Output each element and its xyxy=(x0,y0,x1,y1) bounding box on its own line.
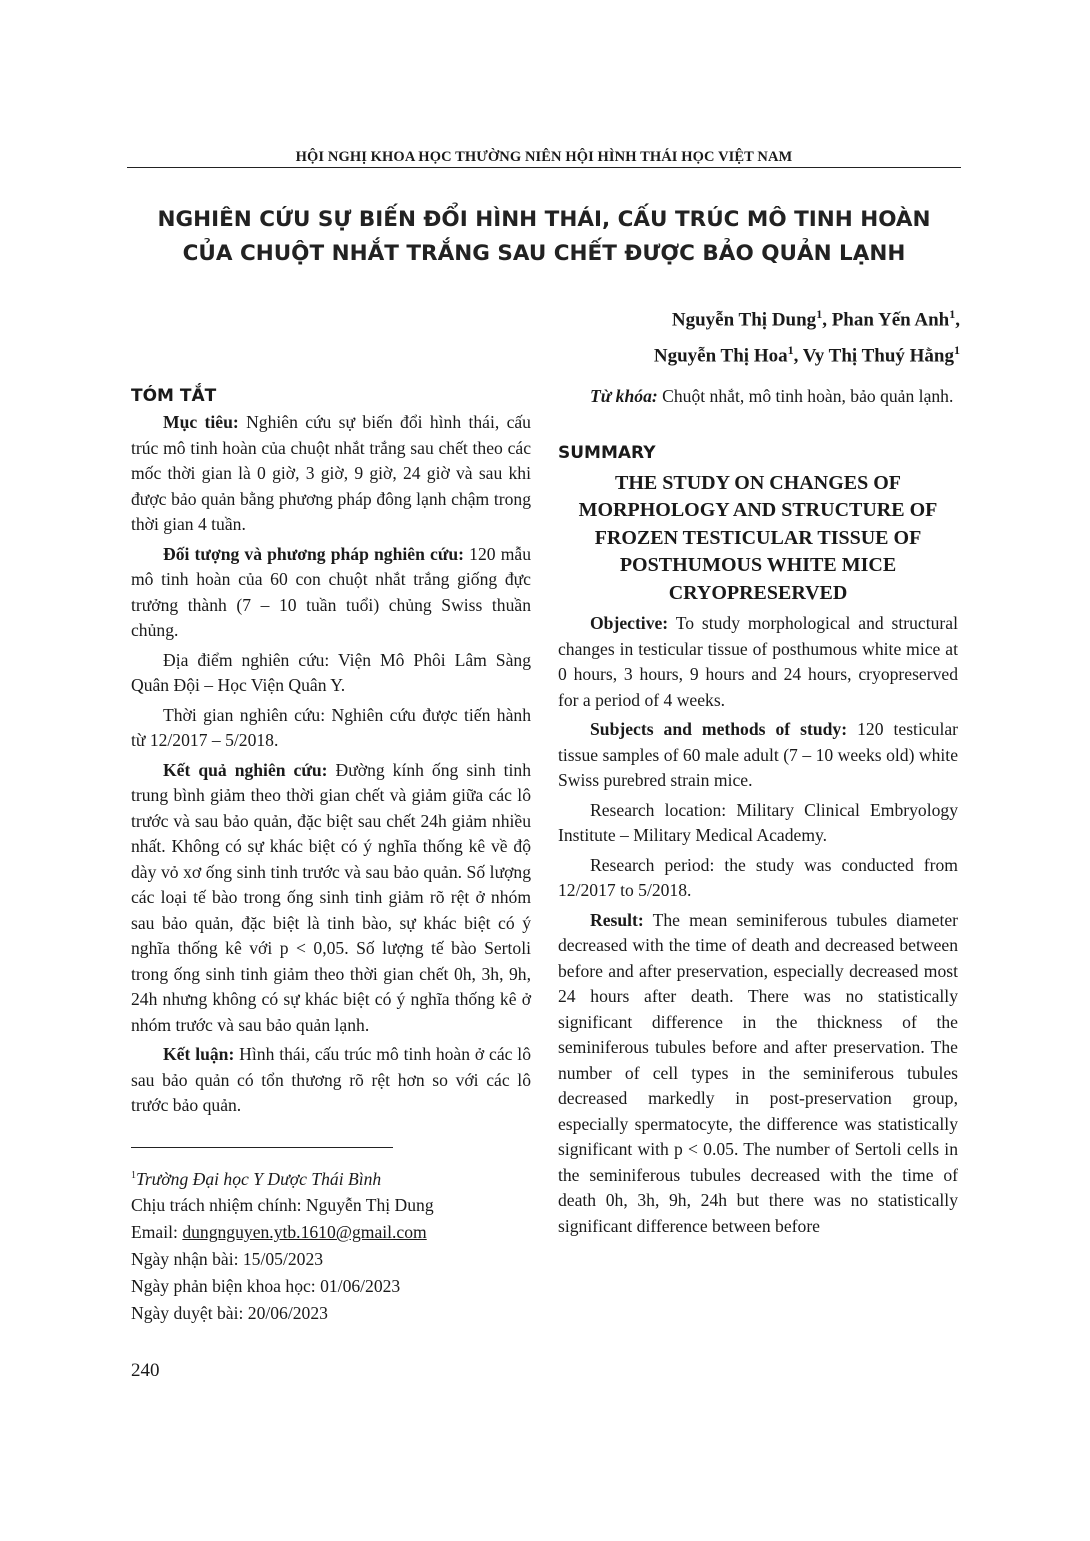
methods-label: Đối tượng và phương pháp nghiên cứu: xyxy=(163,543,465,564)
author-name: Nguyễn Thị Dung xyxy=(671,309,817,331)
abstract-conclusion xyxy=(131,1042,531,1119)
spacer xyxy=(558,414,958,439)
abstract-location: Địa điểm nghiên cứu: Viện Mô Phôi Lâm Sàng Quân Đội – Học Viện Quân Y. xyxy=(131,649,531,695)
author-name: Nguyễn Thị Hoa xyxy=(653,345,788,367)
abstract-results xyxy=(131,758,531,1039)
results-text: The mean seminiferous tubules diameter decreased with the time of death and decreased between before and after preservation, especially decreased most 24 hours after death. There was no statistically significant difference in the thickness of the seminiferous tubules before and after preservation. The number of cell types in the seminiferous tubules decreased markedly in post-preservation group, especially spermatocyte, the difference was statistically significant with p < 0.05. The number of Sertoli cells in the seminiferous tubules decreased with the time of death 0h, 3h, 9h, 24h but there was no statistically significant difference between before xyxy=(558,909,958,1236)
footnote xyxy=(131,1162,531,1328)
summary-results xyxy=(558,908,958,1240)
methods-label: Subjects and methods of study: xyxy=(590,719,848,739)
author-name: Vy Thị Thuý Hằng xyxy=(802,345,954,367)
keywords-label: Từ khóa: xyxy=(590,386,658,406)
affiliation-mark: 1 xyxy=(787,343,794,358)
keywords xyxy=(558,384,958,410)
abstract-objective xyxy=(131,410,531,538)
author-separator: , xyxy=(955,309,960,331)
email-link[interactable]: dungnguyen.ytb.1610@gmail.com xyxy=(182,1222,427,1243)
author-separator: , xyxy=(793,345,803,367)
keywords-text: Chuột nhắt, mô tinh hoàn, bảo quản lạnh. xyxy=(662,386,954,406)
affiliation-mark: 1 xyxy=(949,307,956,321)
summary-methods xyxy=(558,717,958,794)
summary-objective xyxy=(558,611,958,713)
author-separator: , xyxy=(822,309,832,331)
page-number: 240 xyxy=(131,1360,160,1381)
summary-location: Research location: Military Clinical Embryology Institute – Military Medical Academy. xyxy=(558,799,958,845)
objective-label: Objective: xyxy=(590,613,669,633)
author-line-1 xyxy=(654,299,960,335)
abstract-methods xyxy=(131,542,531,644)
affiliation-text: Trường Đại học Y Dược Thái Bình xyxy=(136,1168,382,1189)
left-column xyxy=(131,382,531,1327)
title-line-2: CỦA CHUỘT NHẮT TRẮNG SAU CHẾT ĐƯỢC BẢO QUẢN LẠNH xyxy=(182,241,906,266)
footnote-email xyxy=(131,1219,531,1246)
results-label: Result: xyxy=(590,909,644,930)
conclusion-text: Hình thái, cấu trúc mô tinh hoàn ở các lô sau bảo quản có tổn thương rõ rệt hơn so với các lô trước bảo quản. xyxy=(131,1044,531,1115)
abstract-period: Thời gian nghiên cứu: Nghiên cứu được tiến hành từ 12/2017 – 5/2018. xyxy=(131,704,531,750)
footnote-accepted: Ngày duyệt bài: 20/06/2023 xyxy=(131,1303,328,1324)
author-line-2 xyxy=(654,335,960,371)
email-label: Email: xyxy=(131,1222,183,1243)
footnote-responsible: Chịu trách nhiệm chính: Nguyễn Thị Dung xyxy=(131,1195,434,1216)
objective-text: Nghiên cứu sự biến đổi hình thái, cấu trúc mô tinh hoàn của chuột nhắt trắng sau chết theo các mốc thời gian là 0 giờ, 3 giờ, 9 giờ, 24 giờ và sau khi được bảo quản bằng phương pháp đông lạnh chậm trong thời gian 4 tuần. xyxy=(131,412,531,534)
journal-header: HỘI NGHỊ KHOA HỌC THƯỜNG NIÊN HỘI HÌNH THÁI HỌC VIỆT NAM xyxy=(295,149,793,165)
results-text: Đường kính ống sinh tinh trung bình giảm theo thời gian chết và giảm giữa các lô trước và sau bảo quản, đặc biệt sau chết 24h giảm nhiều nhất. Không có sự khác biệt có ý nghĩa thống kê về độ dày vỏ xơ ống sinh tinh trước và sau bảo quản. Số lượng các loại tế bào trong ống sinh tinh giảm rõ rệt ở nhóm sau bảo quản, đặc biệt là tinh bào, sự khác biệt có ý nghĩa thống kê với p < 0,05. Số lượng tế bào Sertoli trong ống sinh tinh giảm theo thời gian chết 0h, 3h, 9h, 24h nhưng không có sự khác biệt có ý nghĩa thống kê ở nhóm trước và sau bảo quản lạnh. xyxy=(131,759,531,1035)
results-label: Kết quả nghiên cứu: xyxy=(163,759,328,780)
summary-period: Research period: the study was conducted from 12/2017 to 5/2018. xyxy=(558,854,958,900)
affiliation-mark: 1 xyxy=(816,307,823,321)
title-line-1: NGHIÊN CỨU SỰ BIẾN ĐỔI HÌNH THÁI, CẤU TRÚC MÔ TINH HOÀN xyxy=(157,207,931,232)
objective-text: To study morphological and structural changes in testicular tissue of posthumous white mice at 0 hours, 3 hours, 9 hours and 24 hours, cryopreserved for a period of 4 weeks. xyxy=(558,613,958,710)
footnote-affiliation xyxy=(131,1162,531,1193)
abstract-heading: TÓM TẮT xyxy=(131,386,217,406)
author-list xyxy=(654,299,960,372)
methods-text: 120 testicular tissue samples of 60 male adult (7 – 10 weeks old) white Swiss purebred strain mice. xyxy=(558,719,958,790)
conclusion-label: Kết luận: xyxy=(163,1044,235,1064)
summary-heading: SUMMARY xyxy=(558,442,656,463)
methods-text: 120 mẫu mô tinh hoàn của 60 con chuột nhắt trắng giống đực trưởng thành (7 – 10 tuần tuổi) chủng Swiss thuần chủng. xyxy=(131,543,531,640)
right-column xyxy=(558,384,958,1243)
footnote-reviewed: Ngày phản biện khoa học: 01/06/2023 xyxy=(131,1276,401,1297)
author-name: Phan Yến Anh xyxy=(831,309,950,331)
paper-title xyxy=(127,203,961,271)
footnote-received: Ngày nhận bài: 15/05/2023 xyxy=(131,1249,324,1270)
footnote-divider xyxy=(131,1147,393,1148)
objective-label: Mục tiêu: xyxy=(163,412,239,432)
english-title: THE STUDY ON CHANGES OF MORPHOLOGY AND STRUCTURE OF FROZEN TESTICULAR TISSUE OF POSTHUMOUS WHITE MICE CRYOPRESERVED xyxy=(578,471,938,604)
affiliation-mark: 1 xyxy=(954,343,960,358)
affiliation-mark: 1 xyxy=(131,1169,136,1181)
header-divider xyxy=(127,167,961,168)
